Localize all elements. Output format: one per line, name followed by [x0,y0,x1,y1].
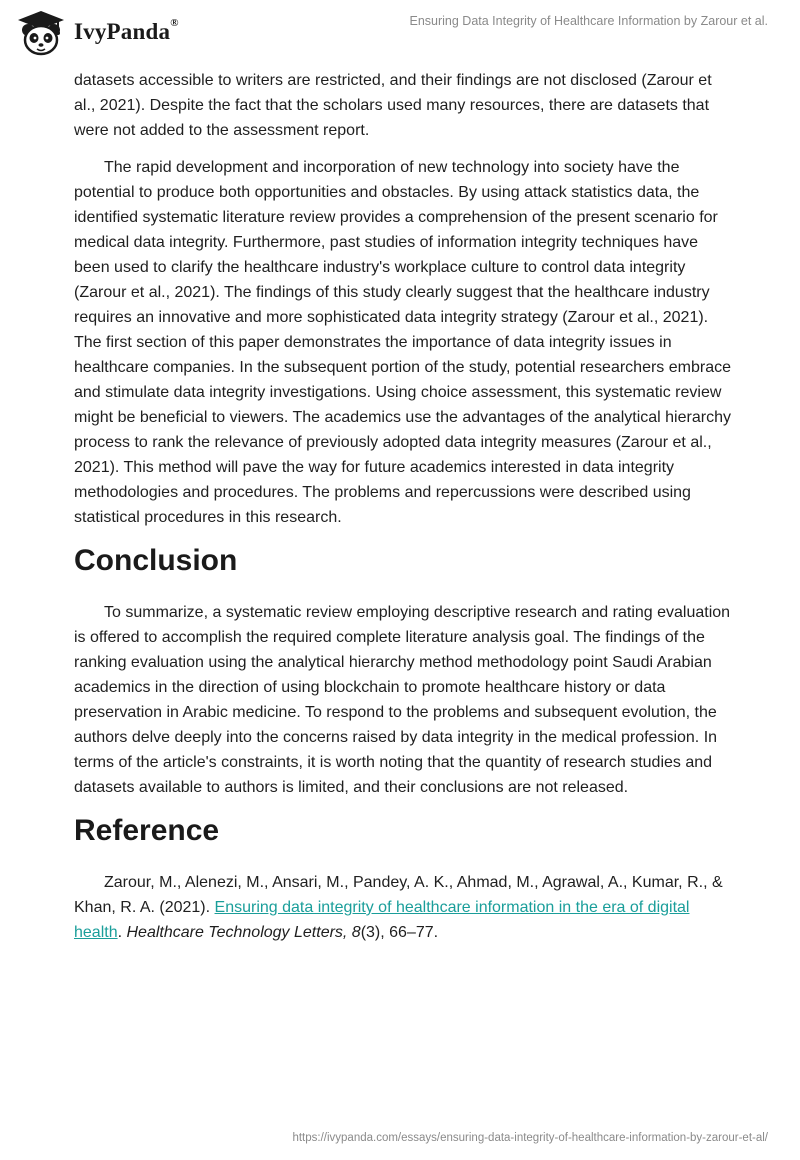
ivypanda-logo[interactable] [14,8,179,56]
reference-entry: Zarour, M., Alenezi, M., Ansari, M., Pandey, A. K., Ahmad, M., Agrawal, A., Kumar, R., & Khan, R. A. (2021). Ensuring data integrity of healthcare information in the era of digital health. Healthcare Technology Letters, 8(3), 66–77. [74,874,723,941]
reference-link[interactable]: Ensuring data integrity of healthcare information in the era of digital health [74,899,690,941]
body-paragraph: The rapid development and incorporation of new technology into society have the potential to produce both opportunities and obstacles. By using attack statistics data, the identified systematic literature review provides a comprehension of the present scenario for medical data integrity. Furthermore, past studies of information integrity techniques have been used to clarify the healthcare industry's workplace culture to control data integrity (Zarour et al., 2021). The findings of this study clearly suggest that the healthcare industry requires an innovative and more sophisticated data integrity strategy (Zarour et al., 2021). The first section of this paper demonstrates the importance of data integrity issues in healthcare companies. In the subsequent portion of the study, potential researchers embrace and stimulate data integrity investigations. Using choice assessment, this systematic review might be beneficial to viewers. The academics use the advantages of the analytical hierarchy process to rank the relevance of previously adopted data integrity measures (Zarour et al., 2021). This method will pave the way for future academics interested in data integrity methodologies and procedures. The problems and repercussions were described using statistical procedures in this research. [74,159,731,526]
conclusion-paragraph: To summarize, a systematic review employing descriptive research and rating evaluation is offered to accomplish the required complete literature analysis goal. The findings of the ranking evaluation using the analytical hierarchy method methodology point Saudi Arabian academics in the direction of using blockchain to promote healthcare history or data preservation in Arabic medicine. To respond to the problems and subsequent evolution, the authors delve deeply into the concerns raised by data integrity in the medical profession. In terms of the article's constraints, it is worth noting that the quantity of research studies and datasets available to authors is limited, and their conclusions are not released. [74,604,731,796]
page-header [0,0,800,70]
panda-graduate-icon [14,8,68,56]
brand-name: IvyPanda® [74,17,179,44]
footer-url: https://ivypanda.com/essays/ensuring-data-integrity-of-healthcare-information-by-zarour-et-al/ [292,1132,768,1144]
conclusion-heading: Conclusion [74,544,238,577]
essay-content [74,68,734,957]
paragraph-continued: datasets accessible to writers are restricted, and their findings are not disclosed (Zarour et al., 2021). Despite the fact that the scholars used many resources, there are datasets that were not added to the assessment report. [74,72,712,139]
reference-heading: Reference [74,814,220,847]
journal-name: Healthcare Technology Letters, 8 [126,924,361,941]
document-title: Ensuring Data Integrity of Healthcare Information by Zarour et al. [409,14,768,28]
